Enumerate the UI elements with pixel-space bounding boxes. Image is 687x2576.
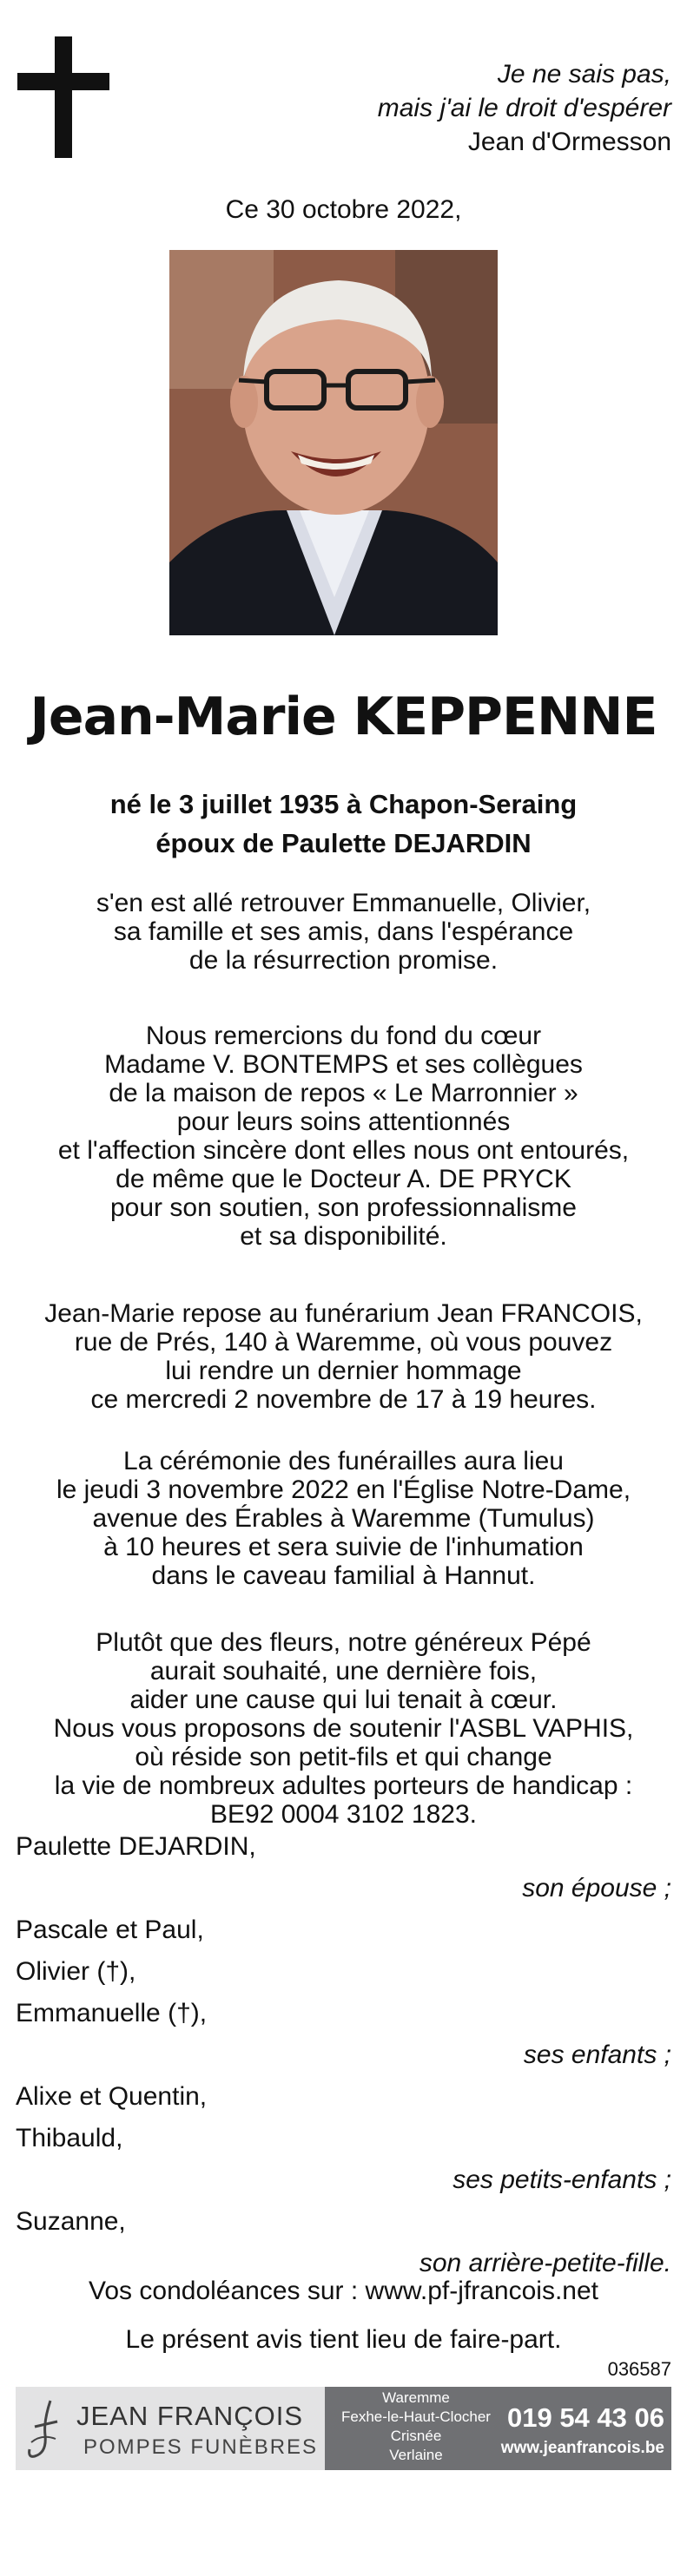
text-line: aurait souhaité, une dernière fois,: [149, 1657, 538, 1686]
paragraph-passing: [0, 889, 687, 975]
epigraph-line: mais j'ai le droit d'espérer: [377, 94, 671, 122]
paragraph-funerarium: [0, 1299, 687, 1414]
family-role: ses enfants ;: [523, 2040, 671, 2069]
text-line: lui rendre un dernier hommage: [165, 1357, 522, 1385]
text-line: de la résurrection promise.: [188, 946, 499, 975]
cross-icon: [17, 36, 109, 158]
text-line: La cérémonie des funérailles aura lieu: [123, 1447, 564, 1475]
text-line: Nous remercions du fond du cœur: [145, 1022, 542, 1050]
paragraph-donation: [0, 1714, 687, 1829]
portrait-photo: [169, 250, 498, 635]
funeral-home-footer: [16, 2387, 671, 2470]
text-line: rue de Prés, 140 à Waremme, où vous pouvez: [74, 1328, 613, 1357]
location: Verlaine: [389, 2447, 443, 2463]
funeral-home-name: JEAN FRANÇOIS: [76, 2401, 304, 2431]
epigraph-line: Je ne sais pas,: [497, 60, 671, 89]
locations-list: [325, 2389, 507, 2465]
text-line: dans le caveau familial à Hannut.: [151, 1561, 536, 1590]
funeral-home-subtitle: POMPES FUNÈBRES: [83, 2435, 319, 2459]
family-name: Alixe et Quentin,: [16, 2082, 208, 2111]
family-list: [16, 1830, 671, 2288]
website-link[interactable]: www.jeanfrancois.be: [500, 2439, 664, 2457]
deceased-name: Jean-Marie KEPPENNE: [30, 687, 657, 747]
spouse-line: époux de Paulette DEJARDIN: [155, 828, 532, 858]
location: Crisnée: [390, 2428, 442, 2444]
location: Fexhe-le-Haut-Clocher: [341, 2408, 491, 2425]
birth-info: [0, 785, 687, 863]
notice-line: Le présent avis tient lieu de faire-part.: [125, 2325, 562, 2354]
reference-number: 036587: [607, 2358, 671, 2380]
text-line: s'en est allé retrouver Emmanuelle, Olivier,: [96, 889, 591, 917]
condolences-line: Vos condoléances sur : www.pf-jfrancois.net: [89, 2277, 598, 2305]
text-line: où réside son petit-fils et qui change: [135, 1743, 552, 1771]
epigraph: [378, 57, 671, 159]
text-line: la vie de nombreux adultes porteurs de handicap :: [54, 1771, 633, 1800]
text-line: aider une cause qui lui tenait à cœur.: [129, 1686, 558, 1714]
text-line: à 10 heures et sera suivie de l'inhumation: [103, 1533, 584, 1561]
text-line: Madame V. BONTEMPS et ses collègues: [104, 1050, 583, 1079]
text-line: de même que le Docteur A. DE PRYCK: [116, 1165, 571, 1193]
text-line: de la maison de repos « Le Marronnier »: [109, 1079, 578, 1107]
family-name: Pascale et Paul,: [16, 1916, 204, 1944]
family-name: Thibauld,: [16, 2124, 123, 2152]
text-line: le jeudi 3 novembre 2022 en l'Église Notre-Dame,: [56, 1475, 631, 1504]
monogram-icon: [24, 2395, 63, 2461]
text-line: et l'affection sincère dont elles nous ont entourés,: [57, 1136, 630, 1165]
funeral-home-logo: [16, 2387, 325, 2470]
family-name: Emmanuelle (†),: [16, 1999, 208, 2027]
location: Waremme: [382, 2389, 450, 2406]
family-role: son arrière-petite-fille.: [419, 2249, 671, 2277]
text-line: sa famille et ses amis, dans l'espérance: [113, 917, 574, 946]
text-line: avenue des Érables à Waremme (Tumulus): [92, 1504, 595, 1533]
text-line: pour leurs soins attentionnés: [176, 1107, 511, 1136]
epigraph-author: Jean d'Ormesson: [467, 128, 671, 156]
text-line: Plutôt que des fleurs, notre généreux Pépé: [96, 1628, 591, 1657]
text-line: Nous vous proposons de soutenir l'ASBL VAPHIS,: [53, 1714, 634, 1743]
family-name: Olivier (†),: [16, 1957, 136, 1986]
text-line: Jean-Marie repose au funérarium Jean FRANCOIS,: [44, 1299, 643, 1328]
family-name: Paulette DEJARDIN,: [16, 1832, 256, 1861]
text-line: pour son soutien, son professionnalisme: [110, 1193, 577, 1222]
notice-date: Ce 30 octobre 2022,: [225, 195, 462, 224]
paragraph-ceremony: [0, 1447, 687, 1590]
family-name: Suzanne,: [16, 2207, 126, 2236]
text-line: BE92 0004 3102 1823.: [210, 1800, 477, 1829]
paragraph-thanks: [0, 1022, 687, 1251]
family-role: son épouse ;: [522, 1874, 671, 1902]
birth-line: né le 3 juillet 1935 à Chapon-Seraing: [109, 789, 578, 819]
paragraph-flowers: [0, 1628, 687, 1714]
family-role: ses petits-enfants ;: [452, 2165, 671, 2194]
phone-number[interactable]: 019 54 43 06: [506, 2402, 664, 2433]
text-line: et sa disponibilité.: [240, 1222, 447, 1251]
text-line: ce mercredi 2 novembre de 17 à 19 heures.: [90, 1385, 597, 1414]
